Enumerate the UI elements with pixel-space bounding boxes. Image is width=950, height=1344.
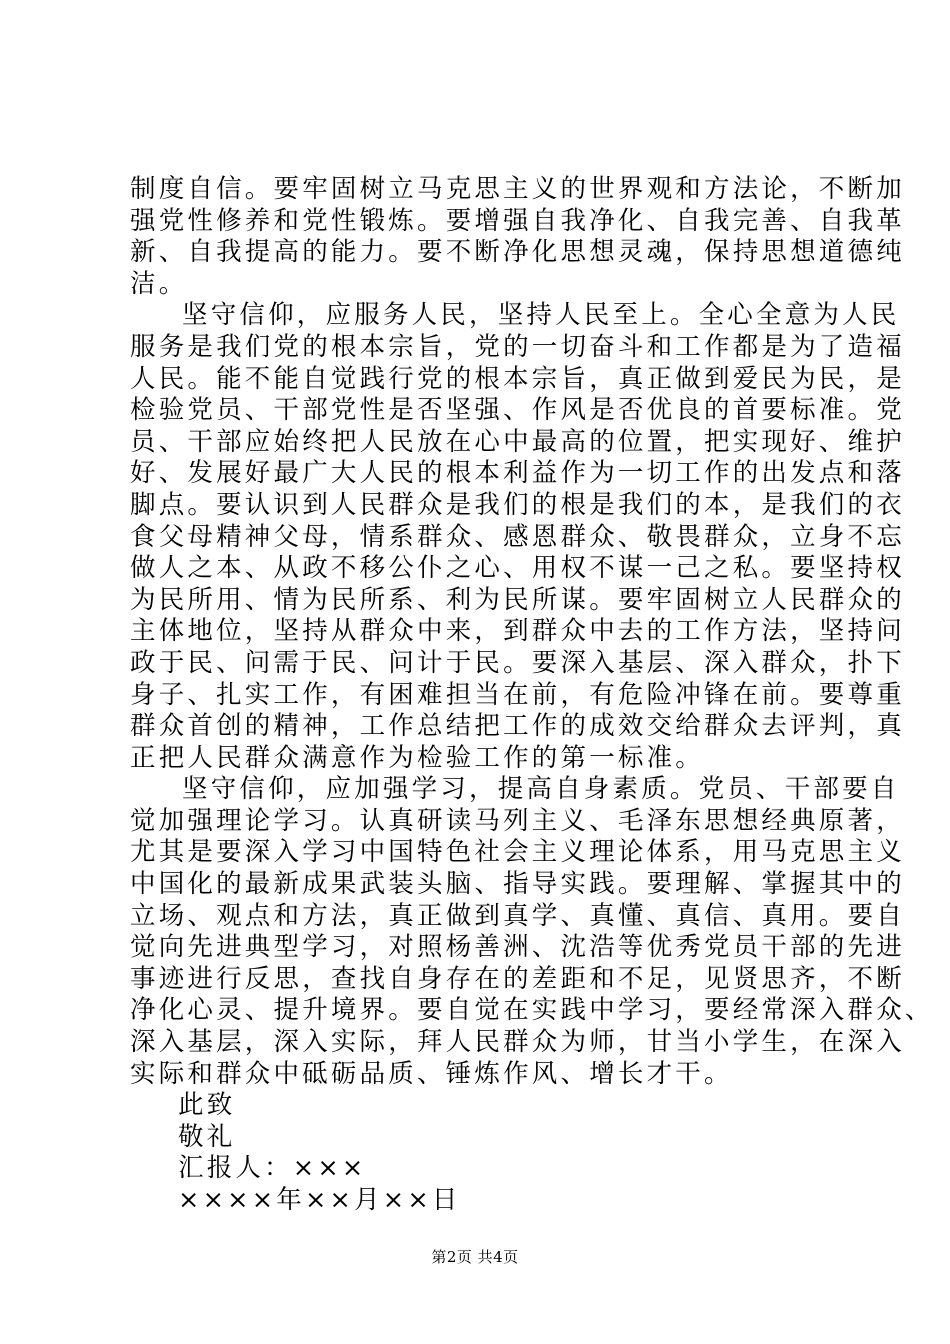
- text-line: 深入基层，深入实际，拜人民群众为师，甘当小学生，在深入: [130, 1027, 905, 1058]
- text-line: 为民所用、情为民所系、利为民所谋。要牢固树立人民群众的: [130, 584, 905, 615]
- text-line: 人民。能不能自觉践行党的根本宗旨，真正做到爱民为民，是: [130, 363, 905, 394]
- text-line: 尤其是要深入学习中国特色社会主义理论体系，用马克思主义: [130, 837, 905, 868]
- text-line: 洁。: [130, 268, 188, 299]
- text-line: 觉向先进典型学习，对照杨善洲、沈浩等优秀党员干部的先进: [130, 932, 905, 963]
- text-line: 身子、扎实工作，有困难担当在前，有危险冲锋在前。要尊重: [130, 679, 905, 710]
- text-line: 制度自信。要牢固树立马克思主义的世界观和方法论，不断加: [130, 174, 905, 204]
- text-line: 实际和群众中砥砺品质、锤炼作风、增长才干。: [130, 1058, 733, 1089]
- text-line: 事迹进行反思，查找自身存在的差距和不足，见贤思齐，不断: [130, 963, 905, 994]
- text-line: 员、干部应始终把人民放在心中最高的位置，把实现好、维护: [130, 426, 905, 457]
- regards: 敬礼: [178, 1121, 236, 1152]
- text-line: 觉加强理论学习。认真研读马列主义、毛泽东思想经典原著，: [130, 805, 905, 836]
- text-line: 服务是我们党的根本宗旨，党的一切奋斗和工作都是为了造福: [130, 331, 905, 362]
- text-line: 净化心灵、提升境界。要自觉在实践中学习，要经常深入群众、: [130, 995, 934, 1026]
- paragraph-first-line: 坚守信仰，应服务人民，坚持人民至上。全心全意为人民: [182, 300, 900, 331]
- text-line: 立场、观点和方法，真正做到真学、真懂、真信、真用。要自: [130, 900, 905, 931]
- text-line: 新、自我提高的能力。要不断净化思想灵魂，保持思想道德纯: [130, 237, 905, 268]
- text-line: 正把人民群众满意作为检验工作的第一标准。: [130, 742, 705, 773]
- reporter-signature: 汇报人：×××: [178, 1153, 367, 1184]
- text-line: 中国化的最新成果武装头脑、指导实践。要理解、掌握其中的: [130, 869, 905, 900]
- text-line: 脚点。要认识到人民群众是我们的根是我们的本，是我们的衣: [130, 489, 905, 520]
- report-date: ××××年××月××日: [178, 1185, 461, 1215]
- text-line: 检验党员、干部党性是否坚强、作风是否优良的首要标准。党: [130, 395, 905, 426]
- text-line: 政于民、问需于民、问计于民。要深入基层、深入群众，扑下: [130, 647, 905, 678]
- paragraph-first-line: 坚守信仰，应加强学习，提高自身素质。党员、干部要自: [182, 774, 900, 805]
- text-line: 好、发展好最广大人民的根本利益作为一切工作的出发点和落: [130, 458, 905, 489]
- text-line: 群众首创的精神，工作总结把工作的成效交给群众去评判，真: [130, 711, 905, 742]
- text-line: 强党性修养和党性锻炼。要增强自我净化、自我完善、自我革: [130, 205, 905, 236]
- text-line: 食父母精神父母，情系群众、感恩群众、敬畏群众，立身不忘: [130, 521, 905, 552]
- salutation: 此致: [178, 1090, 236, 1121]
- text-line: 主体地位，坚持从群众中来，到群众中去的工作方法，坚持问: [130, 616, 905, 647]
- report-body: [130, 174, 934, 1217]
- page-footer: 第2页 共4页: [431, 1248, 519, 1266]
- text-line: 做人之本、从政不移公仆之心、用权不谋一己之私。要坚持权: [130, 553, 905, 584]
